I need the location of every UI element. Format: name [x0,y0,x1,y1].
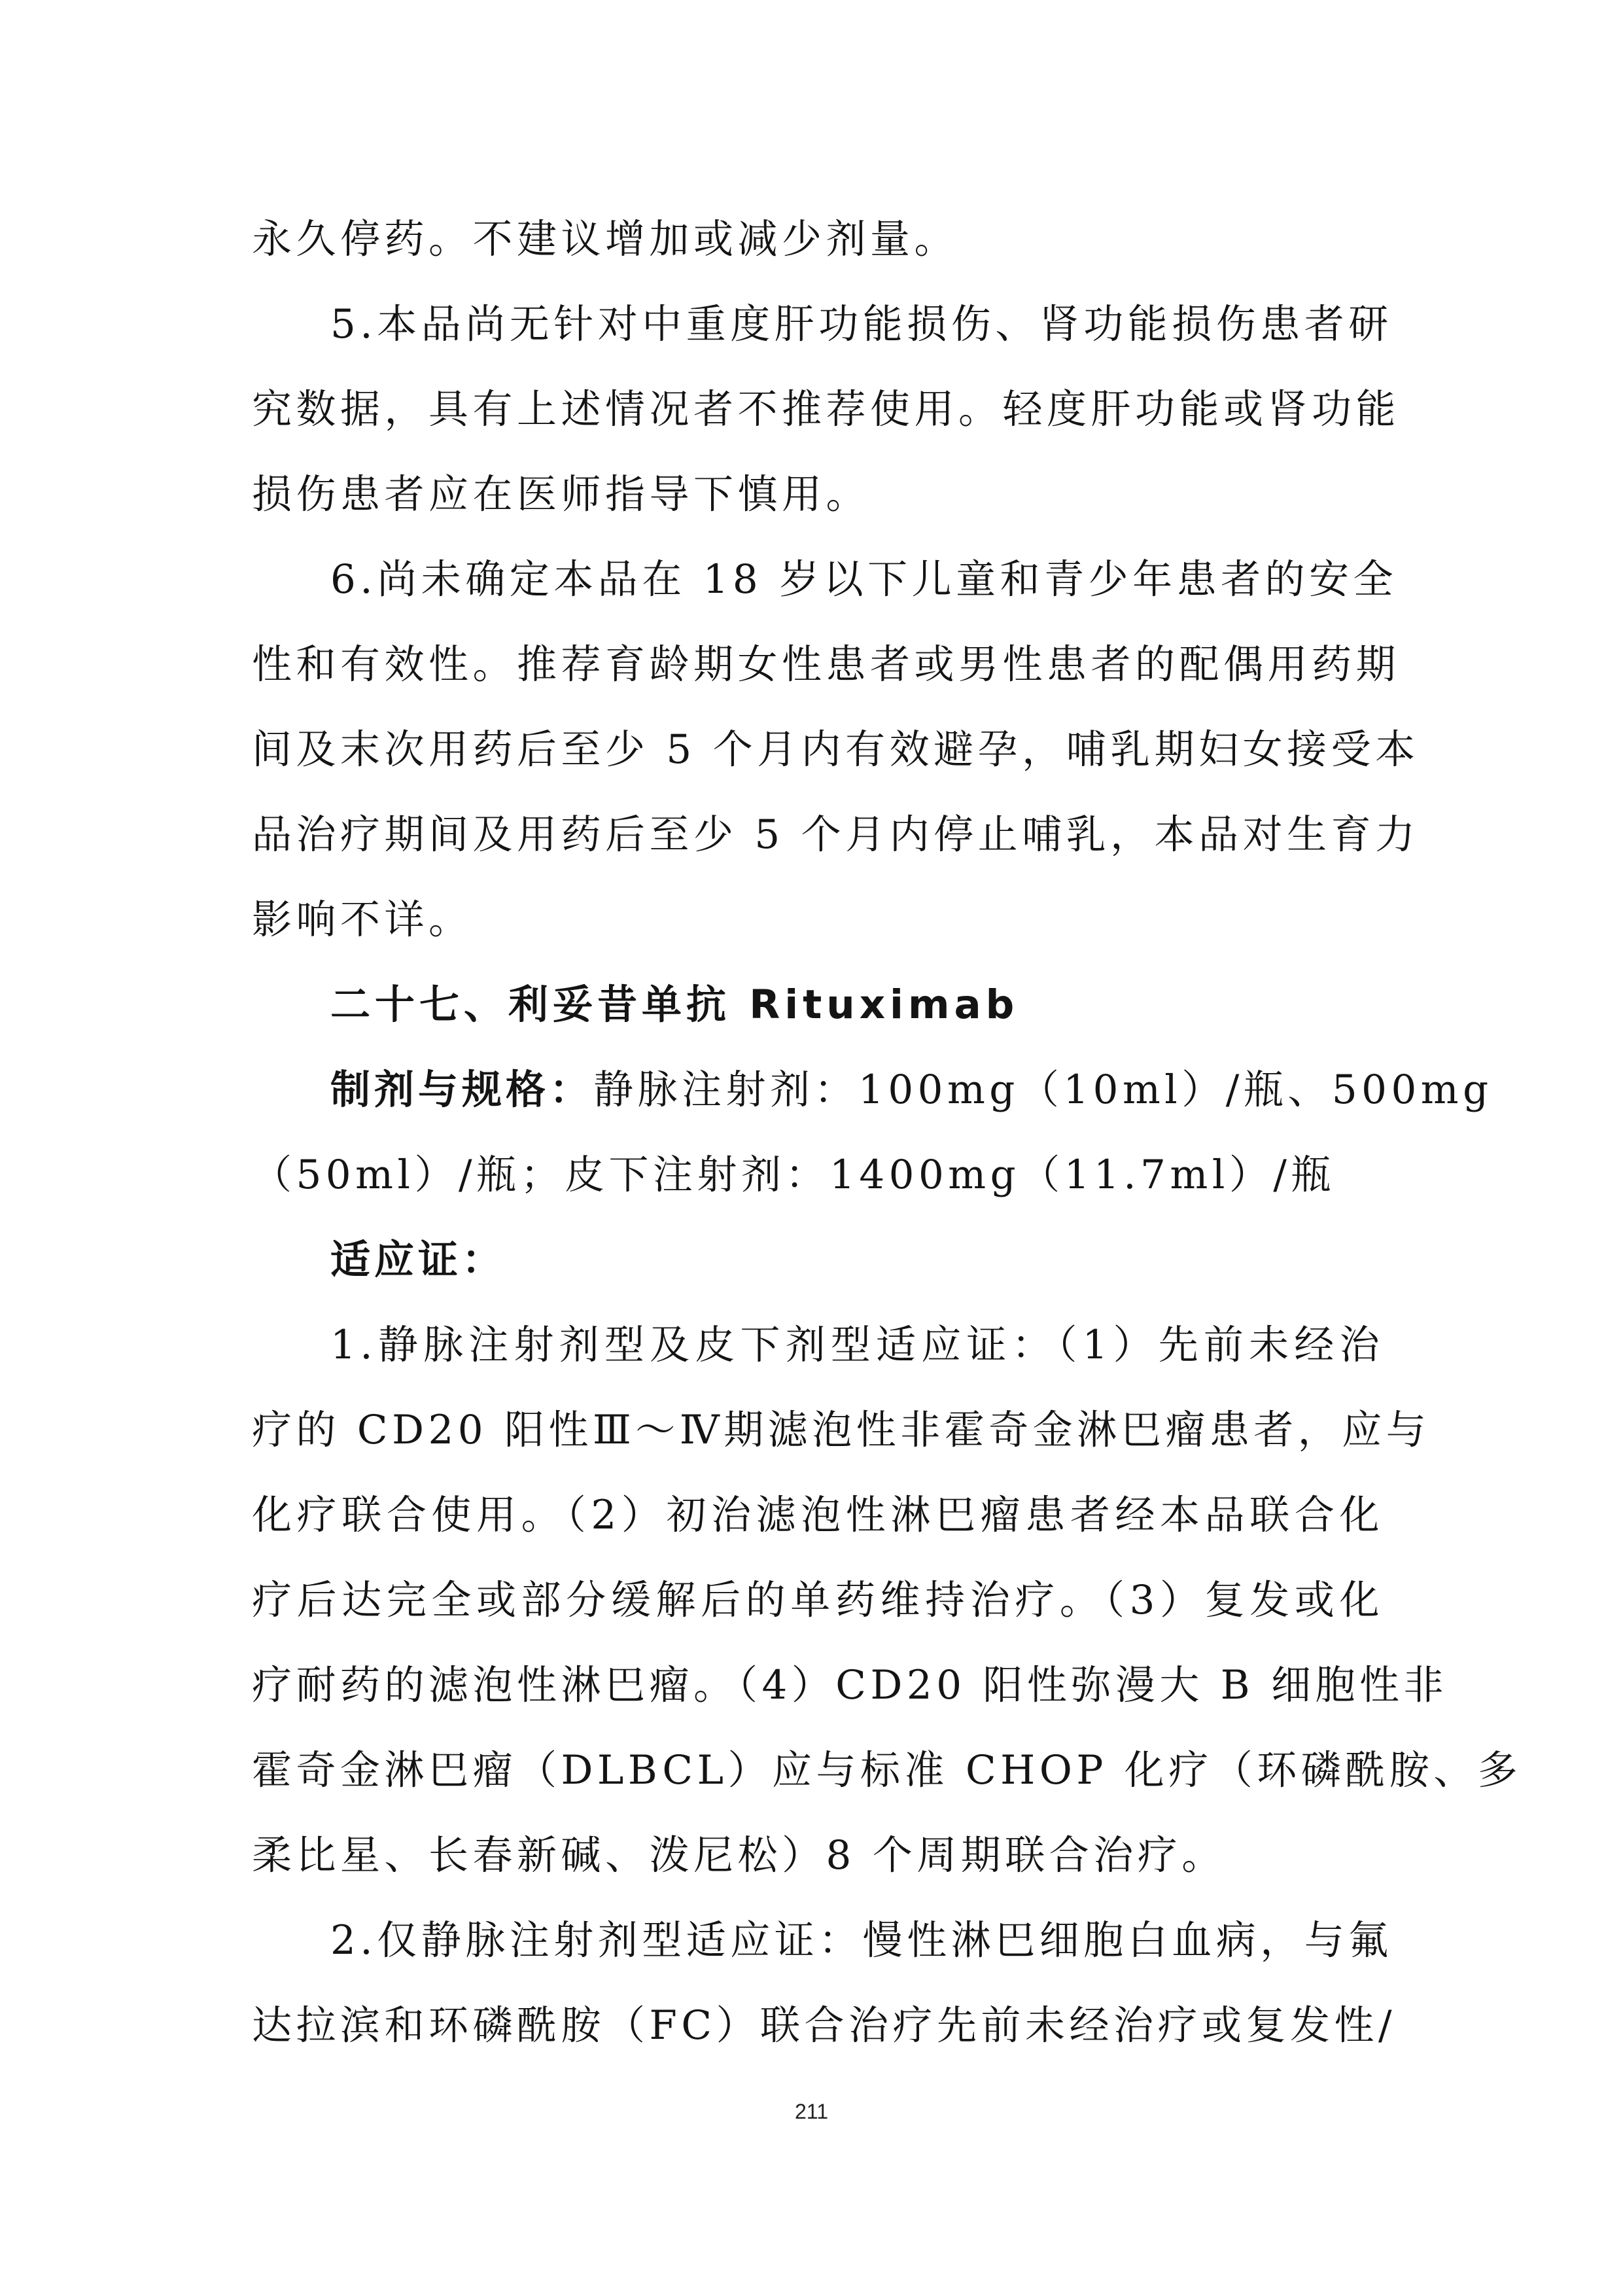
page-number: 211 [794,2100,828,2123]
paragraph-6-line-4: 品治疗期间及用药后至少 5 个月内停止哺乳，本品对生育力 [252,811,1420,858]
indication-1-line-4: 疗后达完全或部分缓解后的单药维持治疗。（3）复发或化 [252,1577,1384,1623]
section-heading: 二十七、利妥昔单抗 Rituximab [330,981,1019,1028]
paragraph-5-line-2: 究数据，具有上述情况者不推荐使用。轻度肝功能或肾功能 [252,386,1401,433]
paragraph-6-line-1: 6.尚未确定本品在 18 岁以下儿童和青少年患者的安全 [330,556,1398,603]
formulation-line-1 [330,1064,1493,1116]
paragraph-5-line-1: 5.本品尚无针对中重度肝功能损伤、肾功能损伤患者研 [330,301,1393,347]
indication-1-line-1: 1.静脉注射剂型及皮下剂型适应证：（1）先前未经治 [330,1322,1384,1368]
indication-1-line-2: 疗的 CD20 阳性Ⅲ～Ⅳ期滤泡性非霍奇金淋巴瘤患者，应与 [252,1407,1431,1453]
formulation-text: 静脉注射剂：100mg（10ml）/瓶、500mg [593,1067,1493,1113]
indication-1-line-3: 化疗联合使用。（2）初治滤泡性淋巴瘤患者经本品联合化 [252,1492,1384,1538]
indication-1-line-7: 柔比星、长春新碱、泼尼松）8 个周期联合治疗。 [252,1832,1226,1879]
paragraph-5-line-3: 损伤患者应在医师指导下慎用。 [252,471,871,518]
formulation-line-2: （50ml）/瓶；皮下注射剂：1400mg（11.7ml）/瓶 [252,1152,1335,1198]
text-line-1: 永久停药。不建议增加或减少剂量。 [252,216,959,262]
indications-label: 适应证： [330,1237,506,1283]
paragraph-6-line-3: 间及末次用药后至少 5 个月内有效避孕，哺乳期妇女接受本 [252,726,1420,773]
indication-2-line-1: 2.仅静脉注射剂型适应证：慢性淋巴细胞白血病，与氟 [330,1917,1393,1964]
indication-1-line-6: 霍奇金淋巴瘤（DLBCL）应与标准 CHOP 化疗（环磷酰胺、多 [252,1747,1522,1793]
indication-1-line-5: 疗耐药的滤泡性淋巴瘤。（4）CD20 阳性弥漫大 B 细胞性非 [252,1662,1448,1708]
formulation-label: 制剂与规格： [330,1067,594,1113]
paragraph-6-line-2: 性和有效性。推荐育龄期女性患者或男性患者的配偶用药期 [252,641,1401,688]
paragraph-6-line-5: 影响不详。 [252,896,473,943]
indication-2-line-2: 达拉滨和环磷酰胺（FC）联合治疗先前未经治疗或复发性/ [252,2002,1397,2049]
